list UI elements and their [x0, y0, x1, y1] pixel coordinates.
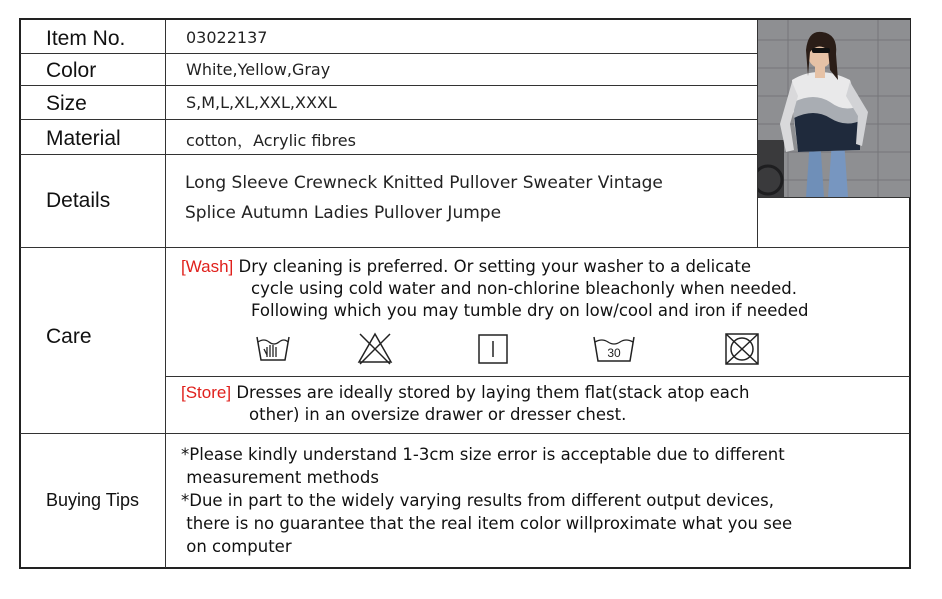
- tips-line-5: on computer: [181, 537, 292, 556]
- row-divider: [20, 247, 910, 248]
- store-tag: [Store]: [181, 383, 232, 402]
- row-divider: [20, 119, 757, 120]
- row-divider: [20, 433, 910, 434]
- row-divider: [757, 197, 910, 198]
- tips-line-1: *Please kindly understand 1-3cm size error is acceptable due to different: [181, 445, 785, 464]
- wash-line-1: Dry cleaning is preferred. Or setting your washer to a delicate: [238, 257, 752, 276]
- tips-line-2: measurement methods: [181, 468, 379, 487]
- wash-line-3: Following which you may tumble dry on low/cool and iron if needed: [251, 301, 809, 320]
- care-label: Care: [46, 325, 92, 348]
- do-not-tumble-dry-icon: [724, 332, 760, 370]
- row-divider: [20, 53, 757, 54]
- color-label: Color: [46, 59, 97, 82]
- row-divider: [20, 85, 757, 86]
- item-no-label: Item No.: [46, 27, 126, 50]
- item-no-value: 03022137: [186, 28, 268, 47]
- store-instructions: [181, 382, 749, 404]
- column-divider: [165, 20, 166, 568]
- wash-line-2: cycle using cold water and non-chlorine bleachonly when needed.: [251, 279, 798, 298]
- line-dry-icon: [477, 333, 509, 369]
- store-line-1: Dresses are ideally stored by laying them flat(stack atop each: [236, 383, 750, 402]
- size-value: S,M,L,XL,XXL,XXXL: [186, 93, 337, 112]
- details-line-1: Long Sleeve Crewneck Knitted Pullover Sweater Vintage: [185, 173, 663, 193]
- material-label: Material: [46, 127, 121, 150]
- store-line-2: other) in an oversize drawer or dresser chest.: [249, 405, 627, 424]
- wash-instructions: [181, 256, 751, 278]
- row-divider: [20, 154, 757, 155]
- wash-tag: [Wash]: [181, 257, 234, 276]
- size-label: Size: [46, 92, 87, 115]
- color-value: White,Yellow,Gray: [186, 60, 331, 79]
- buying-tips-label: Buying Tips: [46, 490, 140, 510]
- tips-line-4: there is no guarantee that the real item color willproximate what you see: [181, 514, 793, 533]
- details-line-2: Splice Autumn Ladies Pullover Jumpe: [185, 203, 502, 223]
- wash-temp-label: 30: [607, 346, 621, 360]
- details-label: Details: [46, 189, 111, 212]
- do-not-bleach-icon: [357, 331, 393, 369]
- wash-30-icon: [592, 333, 636, 367]
- hand-wash-icon: [255, 333, 291, 367]
- row-divider: [165, 376, 910, 377]
- material-value: cotton，Acrylic fibres: [186, 131, 356, 150]
- tips-line-3: *Due in part to the widely varying results from different output devices,: [181, 491, 774, 510]
- product-photo: [758, 20, 910, 197]
